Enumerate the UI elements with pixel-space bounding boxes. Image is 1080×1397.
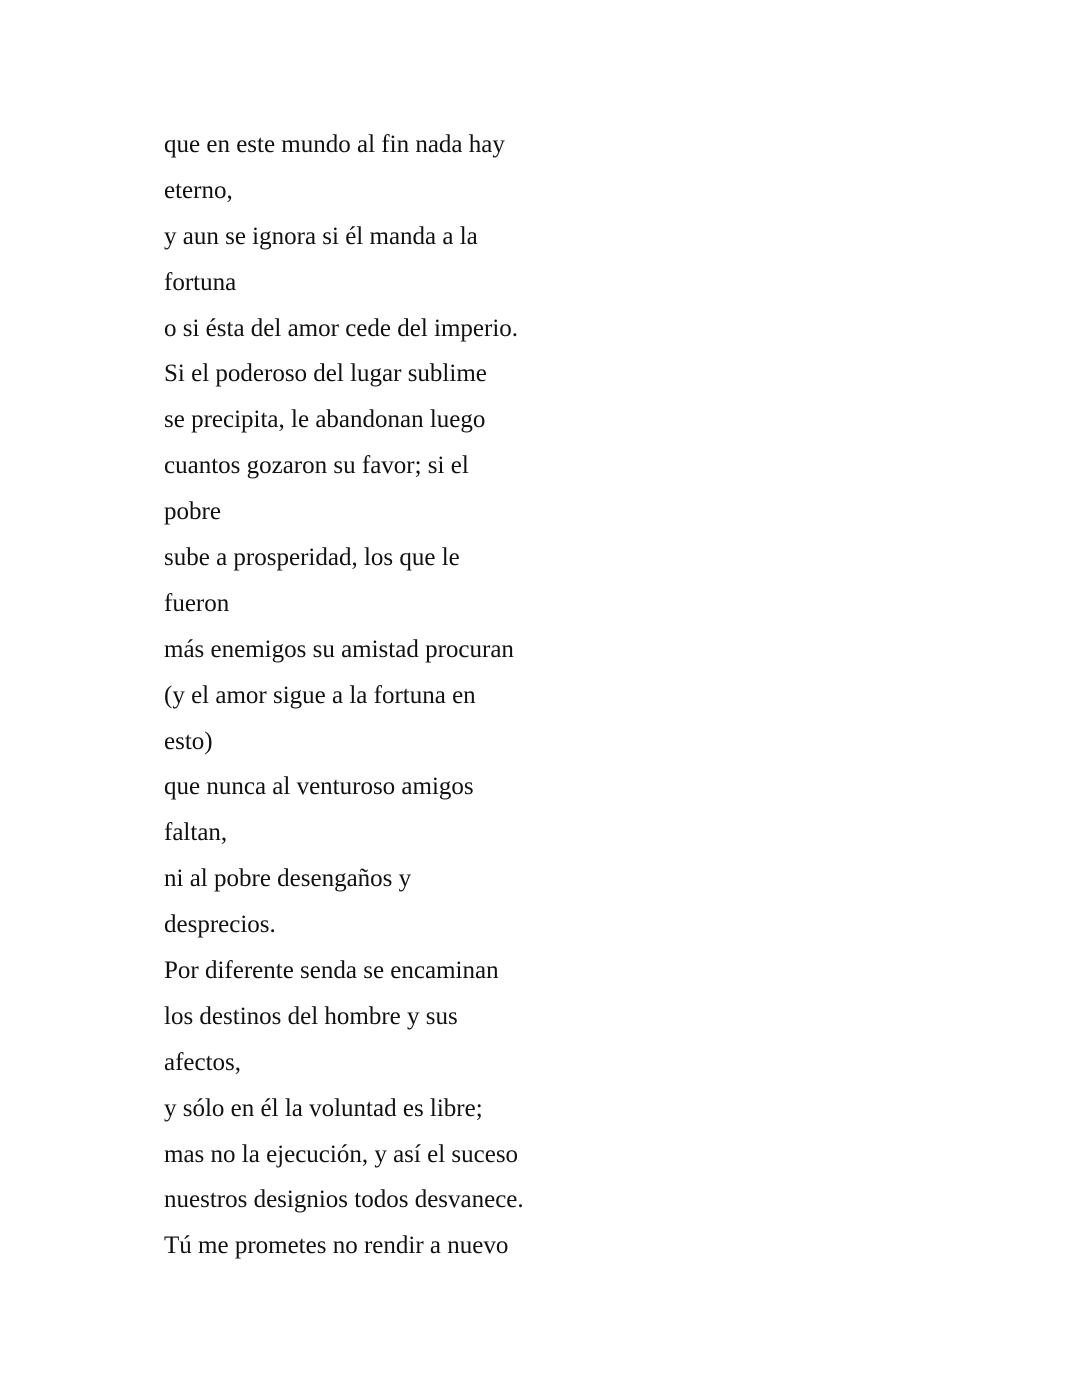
text-line: y sólo en él la voluntad es libre;: [164, 1094, 483, 1122]
text-line: (y el amor sigue a la fortuna en: [164, 681, 476, 709]
text-line: o si ésta del amor cede del imperio.: [164, 314, 519, 342]
text-line: pobre: [164, 498, 221, 526]
text-line: Por diferente senda se encaminan: [164, 957, 499, 985]
text-line: nuestros designios todos desvanece.: [164, 1186, 524, 1214]
text-line: los destinos del hombre y sus: [164, 1002, 458, 1030]
text-line: cuantos gozaron su favor; si el: [164, 452, 469, 480]
text-line: que en este mundo al fin nada hay: [164, 131, 505, 158]
text-line: mas no la ejecución, y así el suceso: [164, 1140, 519, 1168]
text-line: y aun se ignora si él manda a la: [164, 222, 478, 250]
text-line: Tú me prometes no rendir a nuevo: [164, 1232, 509, 1260]
text-line: fueron: [164, 589, 230, 617]
text-line: fortuna: [164, 268, 237, 296]
text-line: más enemigos su amistad procuran: [164, 635, 514, 663]
text-line: afectos,: [164, 1048, 242, 1076]
text-line: que nunca al venturoso amigos: [164, 773, 474, 801]
poem-text: [164, 122, 864, 1269]
text-line: eterno,: [164, 176, 233, 204]
text-line: Si el poderoso del lugar sublime: [164, 360, 487, 388]
text-line: sube a prosperidad, los que le: [164, 544, 460, 572]
text-line: ni al pobre desengaños y: [164, 865, 412, 893]
text-line: desprecios.: [164, 911, 276, 939]
text-line: se precipita, le abandonan luego: [164, 406, 486, 434]
text-line: faltan,: [164, 819, 228, 847]
text-line: esto): [164, 727, 213, 755]
